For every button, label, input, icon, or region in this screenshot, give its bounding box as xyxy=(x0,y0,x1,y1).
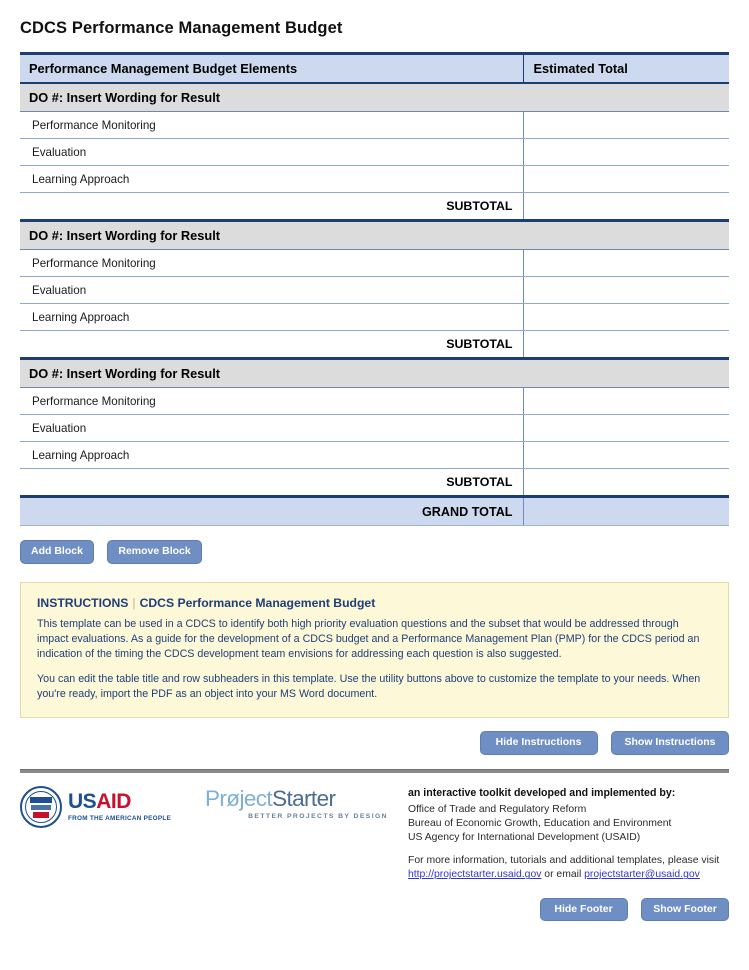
block-header-label[interactable]: DO #: Insert Wording for Result xyxy=(20,359,729,388)
subtotal-label: SUBTOTAL xyxy=(20,331,523,359)
grand-total-value xyxy=(523,497,729,526)
footer-org-line-1: Office of Trade and Regulatory Reform xyxy=(408,803,587,815)
subtotal-value xyxy=(523,331,729,359)
instructions-heading xyxy=(37,596,712,610)
row-value-cell[interactable] xyxy=(523,112,729,139)
table-row xyxy=(20,415,729,442)
remove-block-button[interactable]: Remove Block xyxy=(107,540,201,564)
subtotal-row xyxy=(20,469,729,497)
row-value-cell[interactable] xyxy=(523,250,729,277)
footer-divider xyxy=(20,769,729,773)
row-value-cell[interactable] xyxy=(523,304,729,331)
projectstarter-wordmark xyxy=(205,785,390,811)
hide-footer-button[interactable]: Hide Footer xyxy=(540,898,628,922)
usaid-word-aid: AID xyxy=(96,790,131,814)
usaid-logo-text xyxy=(68,791,171,822)
block-header-row[interactable] xyxy=(20,83,729,112)
usaid-seal-icon xyxy=(20,786,62,828)
table-row xyxy=(20,250,729,277)
projectstarter-word-starter: Starter xyxy=(272,785,336,811)
instructions-panel xyxy=(20,582,729,719)
row-value-cell[interactable] xyxy=(523,166,729,193)
row-label[interactable]: Learning Approach xyxy=(20,442,523,469)
usaid-logo xyxy=(20,786,185,828)
row-label[interactable]: Performance Monitoring xyxy=(20,388,523,415)
row-label[interactable]: Performance Monitoring xyxy=(20,250,523,277)
instructions-label: INSTRUCTIONS xyxy=(37,595,129,610)
subtotal-label: SUBTOTAL xyxy=(20,469,523,497)
instructions-paragraph-2: You can edit the table title and row subheaders in this template. Use the utility buttons above to customize the template to your needs. When you're ready, import the PDF as an object into your MS Word document. xyxy=(37,673,701,701)
footer xyxy=(20,786,729,883)
footer-headline: an interactive toolkit developed and implemented by: xyxy=(408,786,676,799)
row-value-cell[interactable] xyxy=(523,277,729,304)
instructions-title: CDCS Performance Management Budget xyxy=(139,595,376,610)
subtotal-value xyxy=(523,469,729,497)
row-label[interactable]: Evaluation xyxy=(20,139,523,166)
table-row xyxy=(20,304,729,331)
projectstarter-tagline: BETTER PROJECTS BY DESIGN xyxy=(248,813,388,821)
table-row xyxy=(20,388,729,415)
table-row xyxy=(20,166,729,193)
usaid-word-us: US xyxy=(68,790,97,814)
row-label[interactable]: Learning Approach xyxy=(20,304,523,331)
table-row xyxy=(20,112,729,139)
show-footer-button[interactable]: Show Footer xyxy=(641,898,729,922)
subtotal-row xyxy=(20,331,729,359)
block-header-label[interactable]: DO #: Insert Wording for Result xyxy=(20,221,729,250)
subtotal-label: SUBTOTAL xyxy=(20,193,523,221)
page-title: CDCS Performance Management Budget xyxy=(20,19,343,37)
subtotal-value xyxy=(523,193,729,221)
hide-instructions-button[interactable]: Hide Instructions xyxy=(480,731,598,755)
table-row xyxy=(20,139,729,166)
block-header-label[interactable]: DO #: Insert Wording for Result xyxy=(20,83,729,112)
subtotal-row xyxy=(20,193,729,221)
row-label[interactable]: Performance Monitoring xyxy=(20,112,523,139)
column-header-estimated-total: Estimated Total xyxy=(523,54,729,84)
instructions-separator: | xyxy=(132,595,136,610)
projectstarter-word-project: Prøject xyxy=(205,785,273,811)
budget-table-body xyxy=(20,54,729,526)
footer-text-block xyxy=(408,786,729,883)
usaid-tagline: FROM THE AMERICAN PEOPLE xyxy=(68,815,172,823)
projectstarter-website-link[interactable]: http://projectstarter.usaid.gov xyxy=(408,869,542,881)
block-header-row[interactable] xyxy=(20,359,729,388)
footer-org-line-3: US Agency for International Development (USAID) xyxy=(408,832,641,844)
footer-contact-paragraph xyxy=(408,854,729,883)
row-value-cell[interactable] xyxy=(523,388,729,415)
table-header-row xyxy=(20,54,729,84)
row-label[interactable]: Evaluation xyxy=(20,277,523,304)
row-value-cell[interactable] xyxy=(523,415,729,442)
footer-contact-middle: or email xyxy=(541,869,585,881)
block-utility-buttons xyxy=(20,540,729,564)
usaid-wordmark xyxy=(68,791,171,812)
add-block-button[interactable]: Add Block xyxy=(20,540,94,564)
row-value-cell[interactable] xyxy=(523,139,729,166)
show-instructions-button[interactable]: Show Instructions xyxy=(611,731,729,755)
budget-table xyxy=(20,52,729,526)
table-row xyxy=(20,442,729,469)
instructions-buttons xyxy=(20,731,729,755)
row-label[interactable]: Evaluation xyxy=(20,415,523,442)
block-header-row[interactable] xyxy=(20,221,729,250)
instructions-paragraph-1: This template can be used in a CDCS to identify both high priority evaluation questions and the subset that would be addressed through impact evaluations. As a guide for the development of a CDCS budget and a Performance Management Plan (PMP) for the CDCS period an indication of the timing the CDCS development team envisions for addressing each question is also suggested. xyxy=(37,617,700,660)
column-header-elements: Performance Management Budget Elements xyxy=(20,54,523,84)
footer-org-line-2: Bureau of Economic Growth, Education and Environment xyxy=(408,817,672,829)
projectstarter-email-link[interactable]: projectstarter@usaid.gov xyxy=(584,869,700,881)
row-label[interactable]: Learning Approach xyxy=(20,166,523,193)
footer-contact-prefix: For more information, tutorials and additional templates, please visit xyxy=(408,855,720,867)
row-value-cell[interactable] xyxy=(523,442,729,469)
footer-buttons xyxy=(20,898,729,922)
table-row xyxy=(20,277,729,304)
grand-total-label: GRAND TOTAL xyxy=(20,497,523,526)
grand-total-row xyxy=(20,497,729,526)
projectstarter-logo xyxy=(205,786,390,821)
